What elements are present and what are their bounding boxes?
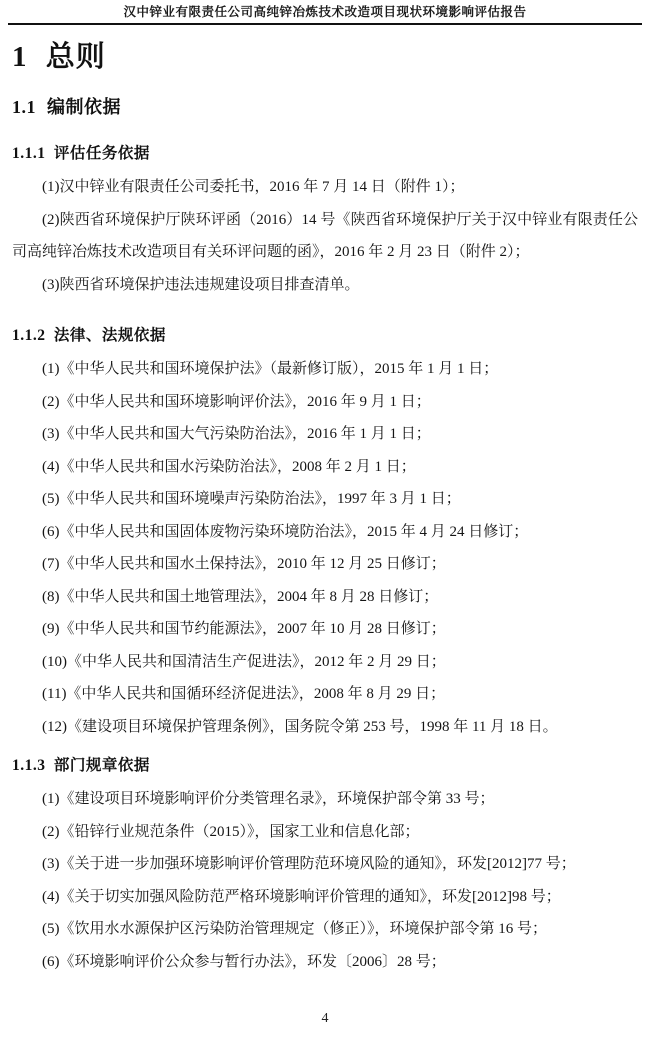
subsection-heading-task-basis: 1.1.1 评估任务依据 bbox=[12, 145, 150, 162]
list-item: (2)陕西省环境保护厅陕环评函（2016）14 号《陕西省环境保护厅关于汉中锌业有限责任公司高纯锌冶炼技术改造项目有关环评问题的函》，2016 年 2 月 23 日（附件 2）； bbox=[12, 211, 638, 260]
list-item: (2)《铅锌行业规范条件（2015）》，国家工业和信息化部； bbox=[42, 823, 420, 840]
list-item: (8)《中华人民共和国土地管理法》，2004 年 8 月 28 日修订； bbox=[42, 588, 439, 605]
page-number: 4 bbox=[321, 1011, 329, 1026]
list-item: (12)《建设项目环境保护管理条例》，国务院令第 253 号，1998 年 11 月 18 日。 bbox=[42, 718, 558, 735]
list-item: (9)《中华人民共和国节约能源法》，2007 年 10 月 28 日修订； bbox=[42, 621, 446, 637]
page-header-title: 汉中锌业有限责任公司高纯锌冶炼技术改造项目现状环境影响评估报告 bbox=[123, 5, 527, 19]
list-item: (3)《关于进一步加强环境影响评价管理防范环境风险的通知》，环发[2012]77 号； bbox=[42, 856, 576, 872]
list-item: (10)《中华人民共和国清洁生产促进法》，2012 年 2 月 29 日； bbox=[42, 653, 446, 670]
list-item: (11)《中华人民共和国循环经济促进法》，2008 年 8 月 29 日； bbox=[42, 686, 446, 702]
list-item: (7)《中华人民共和国水土保持法》，2010 年 12 月 25 日修订； bbox=[42, 556, 446, 572]
list-item: (3)陕西省环境保护违法违规建设项目排查清单。 bbox=[42, 276, 360, 293]
section-heading: 1.1 编制依据 bbox=[12, 97, 121, 117]
subsection-heading-laws: 1.1.2 法律、法规依据 bbox=[12, 327, 166, 344]
list-item: (1)《中华人民共和国环境保护法》（最新修订版），2015 年 1 月 1 日； bbox=[42, 361, 499, 377]
header-rule bbox=[8, 23, 642, 25]
task-basis-list bbox=[12, 171, 638, 301]
chapter-heading: 1 总则 bbox=[12, 41, 106, 73]
list-item: (3)《中华人民共和国大气污染防治法》，2016 年 1 月 1 日； bbox=[42, 426, 431, 442]
laws-list bbox=[12, 353, 638, 743]
regulations-list bbox=[12, 783, 638, 978]
subsection-heading-regulations: 1.1.3 部门规章依据 bbox=[12, 757, 150, 774]
list-item: (6)《环境影响评价公众参与暂行办法》，环发〔2006〕28 号； bbox=[42, 953, 446, 970]
list-item: (5)《饮用水水源保护区污染防治管理规定（修正）》，环境保护部令第 16 号； bbox=[42, 921, 547, 937]
document-body bbox=[0, 39, 650, 978]
list-item: (4)《中华人民共和国水污染防治法》，2008 年 2 月 1 日； bbox=[42, 458, 416, 475]
list-item: (4)《关于切实加强风险防范严格环境影响评价管理的通知》，环发[2012]98 号； bbox=[42, 888, 561, 905]
list-item: (1)汉中锌业有限责任公司委托书，2016 年 7 月 14 日（附件 1）； bbox=[42, 179, 465, 195]
list-item: (1)《建设项目环境影响评价分类管理名录》，环境保护部令第 33 号； bbox=[42, 791, 495, 807]
list-item: (2)《中华人民共和国环境影响评价法》，2016 年 9 月 1 日； bbox=[42, 393, 431, 410]
list-item: (6)《中华人民共和国固体废物污染环境防治法》，2015 年 4 月 24 日修订； bbox=[42, 523, 529, 540]
list-item: (5)《中华人民共和国环境噪声污染防治法》，1997 年 3 月 1 日； bbox=[42, 491, 461, 507]
